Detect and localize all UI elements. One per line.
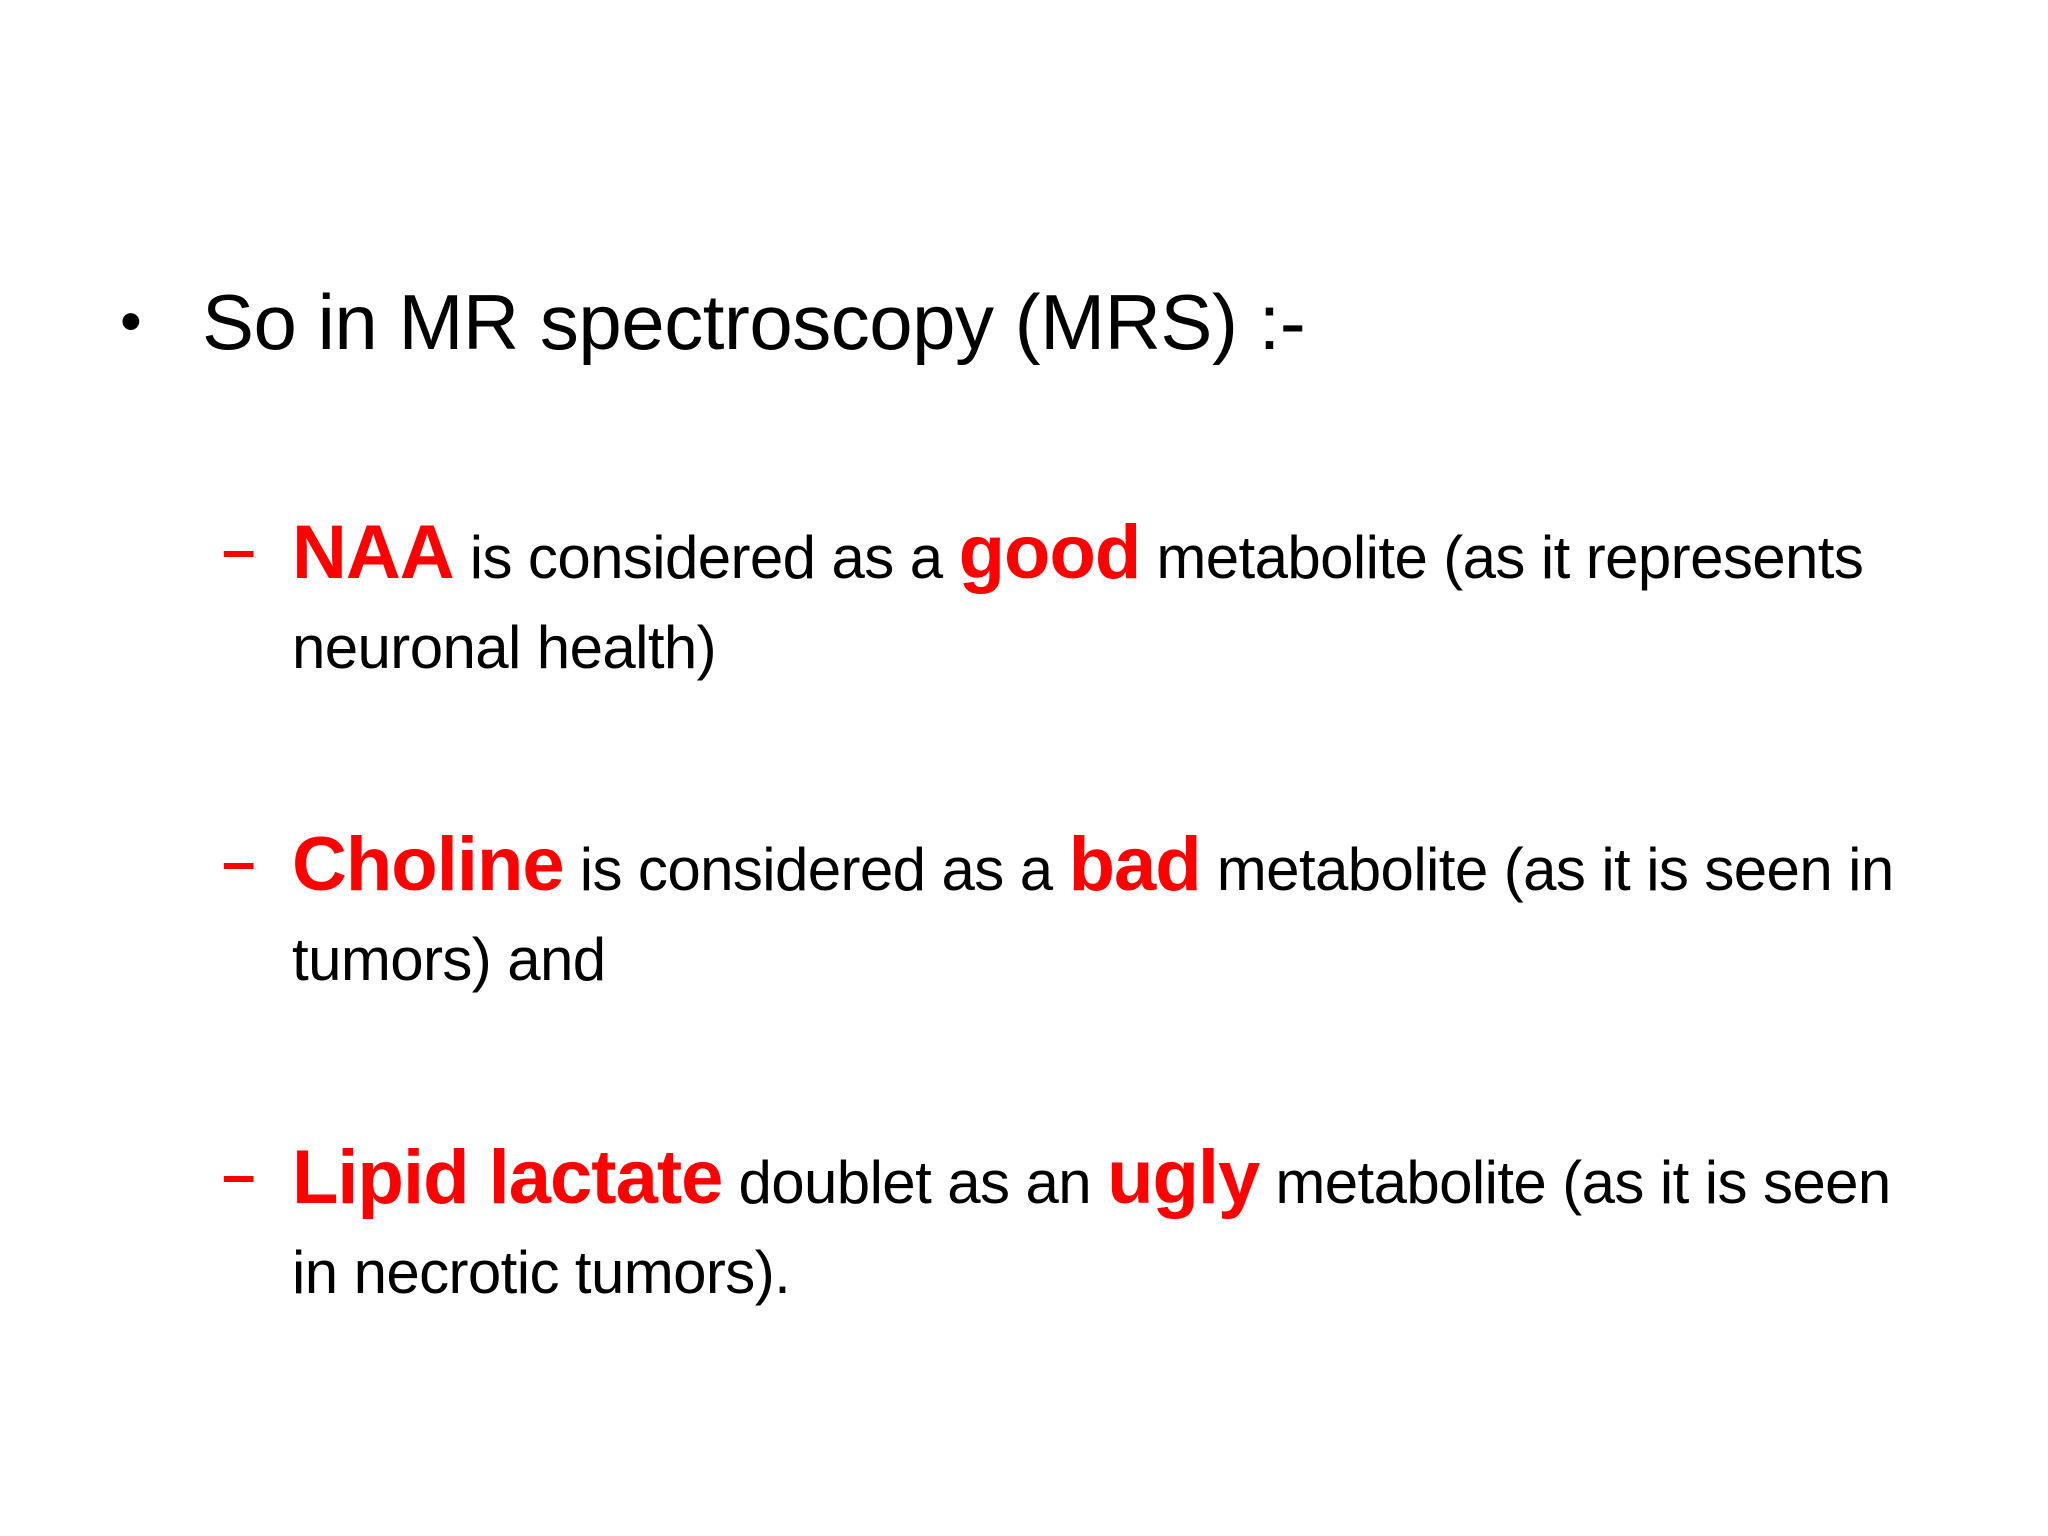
sub-bullet-mid-text: is considered as a bbox=[453, 524, 959, 591]
dash-icon: – bbox=[222, 828, 256, 895]
dash-icon: – bbox=[222, 516, 256, 583]
metabolite-term: NAA bbox=[292, 510, 454, 595]
sub-bullet-text bbox=[292, 820, 1942, 1005]
metabolite-quality: ugly bbox=[1107, 1135, 1260, 1220]
sub-bullet-choline bbox=[222, 820, 1942, 1005]
sub-bullet-rest-text: metabolite (as it is seen in necrotic tumors). bbox=[292, 1149, 1891, 1306]
bullet-dot-icon: • bbox=[120, 287, 142, 356]
metabolite-quality: good bbox=[958, 510, 1141, 595]
sub-bullet-rest-text: metabolite (as it is seen in tumors) and bbox=[292, 836, 1894, 993]
sub-bullet-mid-text: doublet as an bbox=[722, 1149, 1108, 1216]
sub-bullet-naa bbox=[222, 508, 1942, 693]
metabolite-quality: bad bbox=[1068, 822, 1201, 907]
sub-bullet-mid-text: is considered as a bbox=[563, 836, 1069, 903]
metabolite-term: Choline bbox=[292, 822, 564, 907]
sub-bullet-lipid-lactate bbox=[222, 1133, 1942, 1318]
sub-bullet-text bbox=[292, 508, 1942, 693]
bullet-heading: So in MR spectroscopy (MRS) :- bbox=[202, 278, 1306, 366]
sub-bullet-rest-text: metabolite (as it represents neuronal health) bbox=[292, 524, 1864, 681]
main-bullet bbox=[120, 272, 1920, 372]
sub-bullet-text bbox=[292, 1133, 1942, 1318]
dash-icon: – bbox=[222, 1141, 256, 1208]
metabolite-term: Lipid lactate bbox=[292, 1135, 723, 1220]
